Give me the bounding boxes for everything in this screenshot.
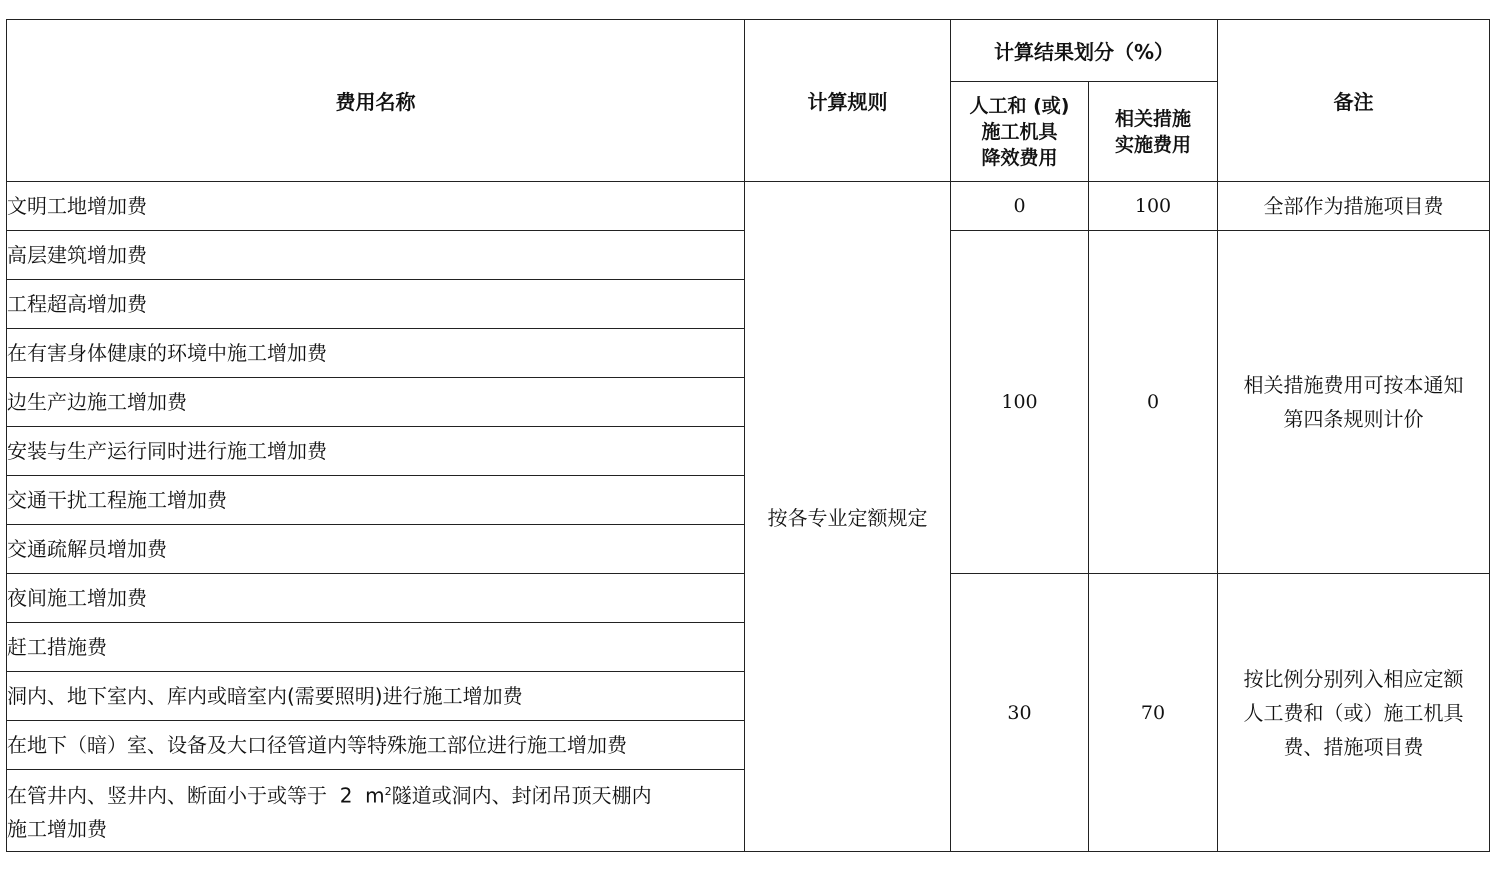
fee-name-cell: 在有害身体健康的环境中施工增加费	[7, 329, 745, 378]
measure-percent-cell: 100	[1089, 182, 1218, 231]
measure-percent-cell: 70	[1089, 574, 1218, 852]
fee-name-cell: 高层建筑增加费	[7, 231, 745, 280]
header-rule: 计算规则	[745, 20, 951, 182]
header-result-split: 计算结果划分（%）	[951, 20, 1218, 82]
labor-percent-cell: 0	[951, 182, 1089, 231]
header-measure-line: 实施费用	[1115, 133, 1192, 156]
fee-name-cell: 交通干扰工程施工增加费	[7, 476, 745, 525]
header-labor-line: 施工机具	[981, 120, 1058, 143]
remark-line: 按比例分别列入相应定额	[1243, 666, 1464, 691]
fee-name-cell: 洞内、地下室内、库内或暗室内(需要照明)进行施工增加费	[7, 672, 745, 721]
remark-cell: 全部作为措施项目费	[1218, 182, 1490, 231]
labor-percent-cell: 30	[951, 574, 1089, 852]
header-measure-line: 相关措施	[1115, 107, 1192, 130]
header-remark: 备注	[1218, 20, 1490, 182]
rule-cell: 按各专业定额规定	[745, 182, 951, 852]
remark-cell	[1218, 231, 1490, 574]
fee-name-cell: 工程超高增加费	[7, 280, 745, 329]
fee-name-text: 隧道或洞内、封闭吊顶天棚内	[391, 783, 652, 808]
measure-percent-cell: 0	[1089, 231, 1218, 574]
remark-line: 相关措施费用可按本通知	[1243, 373, 1464, 397]
fee-name-text: 施工增加费	[7, 817, 107, 842]
labor-percent-cell: 100	[951, 231, 1089, 574]
header-fee-name: 费用名称	[7, 20, 745, 182]
header-labor	[951, 82, 1089, 182]
fee-name-cell: 安装与生产运行同时进行施工增加费	[7, 427, 745, 476]
fee-name-cell: 赶工措施费	[7, 623, 745, 672]
fee-name-text: 在管井内、竖井内、断面小于或等于 2 m	[7, 783, 385, 808]
remark-line: 费、措施项目费	[1283, 734, 1424, 759]
square-exponent: 2	[384, 784, 392, 798]
fee-name-cell: 夜间施工增加费	[7, 574, 745, 623]
fee-name-cell: 边生产边施工增加费	[7, 378, 745, 427]
header-labor-line: 降效费用	[981, 146, 1058, 169]
header-labor-line: 人工和 (或)	[969, 94, 1070, 117]
table-row	[7, 182, 1490, 231]
fee-table	[6, 19, 1490, 852]
fee-name-cell: 交通疏解员增加费	[7, 525, 745, 574]
remark-cell	[1218, 574, 1490, 852]
fee-name-cell: 在地下（暗）室、设备及大口径管道内等特殊施工部位进行施工增加费	[7, 721, 745, 770]
remark-line: 第四条规则计价	[1283, 407, 1424, 431]
fee-name-cell	[7, 770, 745, 852]
remark-line: 人工费和（或）施工机具	[1243, 700, 1464, 725]
fee-name-cell: 文明工地增加费	[7, 182, 745, 231]
header-measure	[1089, 82, 1218, 182]
